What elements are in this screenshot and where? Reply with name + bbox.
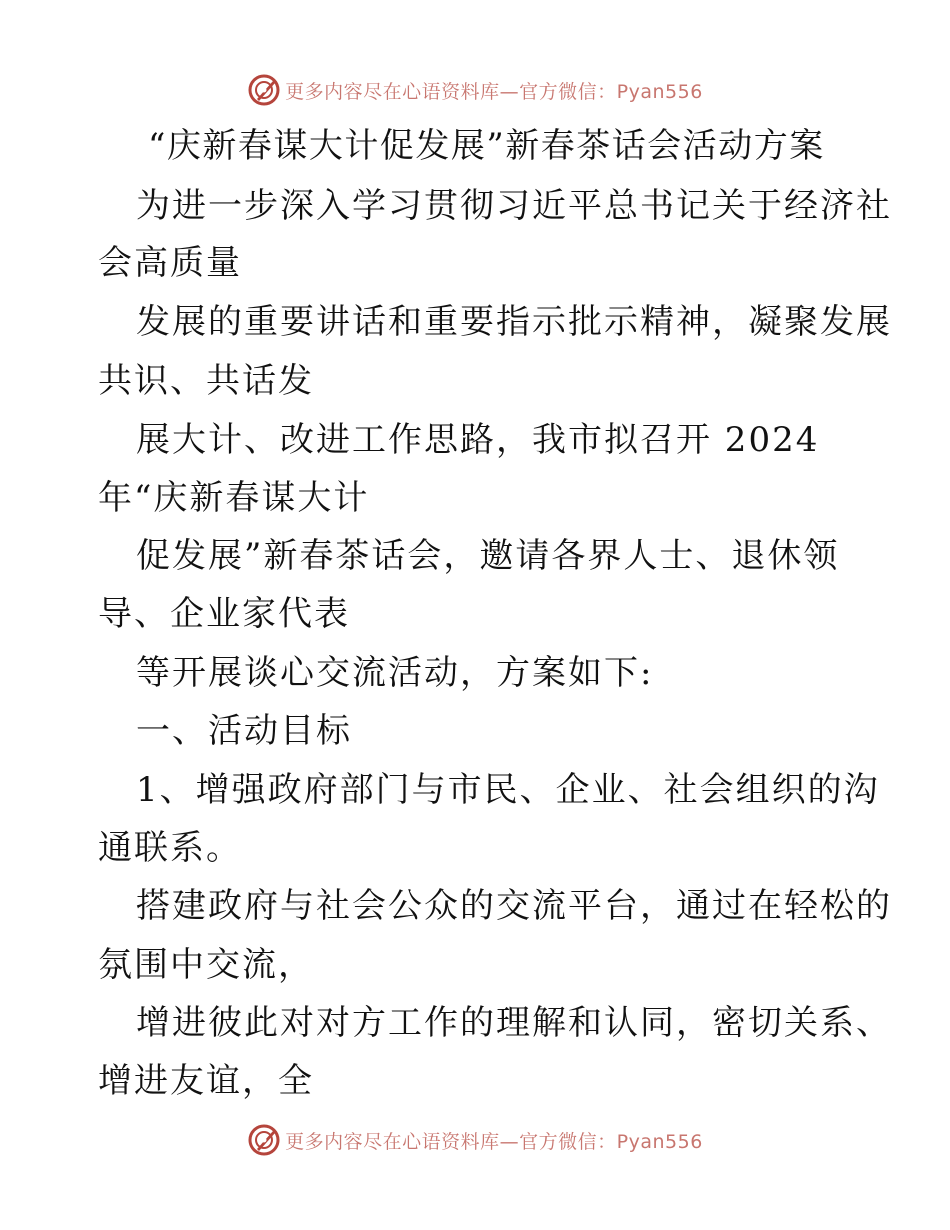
paragraph-line: 为进一步深入学习贯彻习近平总书记关于经济社 [136, 186, 892, 226]
document-title: “庆新春谋大计促发展”新春茶话会活动方案 [148, 126, 825, 166]
pen-logo-icon [247, 1123, 281, 1157]
watermark-text: 更多内容尽在心语资料库—官方微信：Pyan556 [285, 80, 703, 103]
paragraph-line: 1、增强政府部门与市民、企业、社会组织的沟 [136, 770, 880, 810]
paragraph-line: 发展的重要讲话和重要指示批示精神，凝聚发展 [136, 302, 892, 342]
paragraph-line: 增进彼此对对方工作的理解和认同，密切关系、 [136, 1003, 892, 1043]
paragraph-line: 年“庆新春谋大计 [98, 478, 370, 518]
paragraph-line: 展大计、改进工作思路，我市拟召开 2024 [136, 420, 820, 460]
section-heading: 一、活动目标 [136, 711, 352, 751]
watermark-footer [0, 1120, 950, 1160]
paragraph-line: 导、企业家代表 [98, 594, 350, 634]
paragraph-line: 氛围中交流， [98, 945, 314, 985]
paragraph-line: 会高质量 [98, 243, 242, 283]
paragraph-line: 增进友谊，全 [98, 1061, 314, 1101]
paragraph-line: 促发展”新春茶话会，邀请各界人士、退休领 [136, 536, 840, 576]
watermark-text: 更多内容尽在心语资料库—官方微信：Pyan556 [285, 1130, 703, 1153]
paragraph-line: 搭建政府与社会公众的交流平台，通过在轻松的 [136, 886, 892, 926]
paragraph-line: 等开展谈心交流活动，方案如下: [136, 653, 654, 693]
paragraph-line: 共识、共话发 [98, 361, 314, 401]
paragraph-line: 通联系。 [98, 828, 242, 868]
